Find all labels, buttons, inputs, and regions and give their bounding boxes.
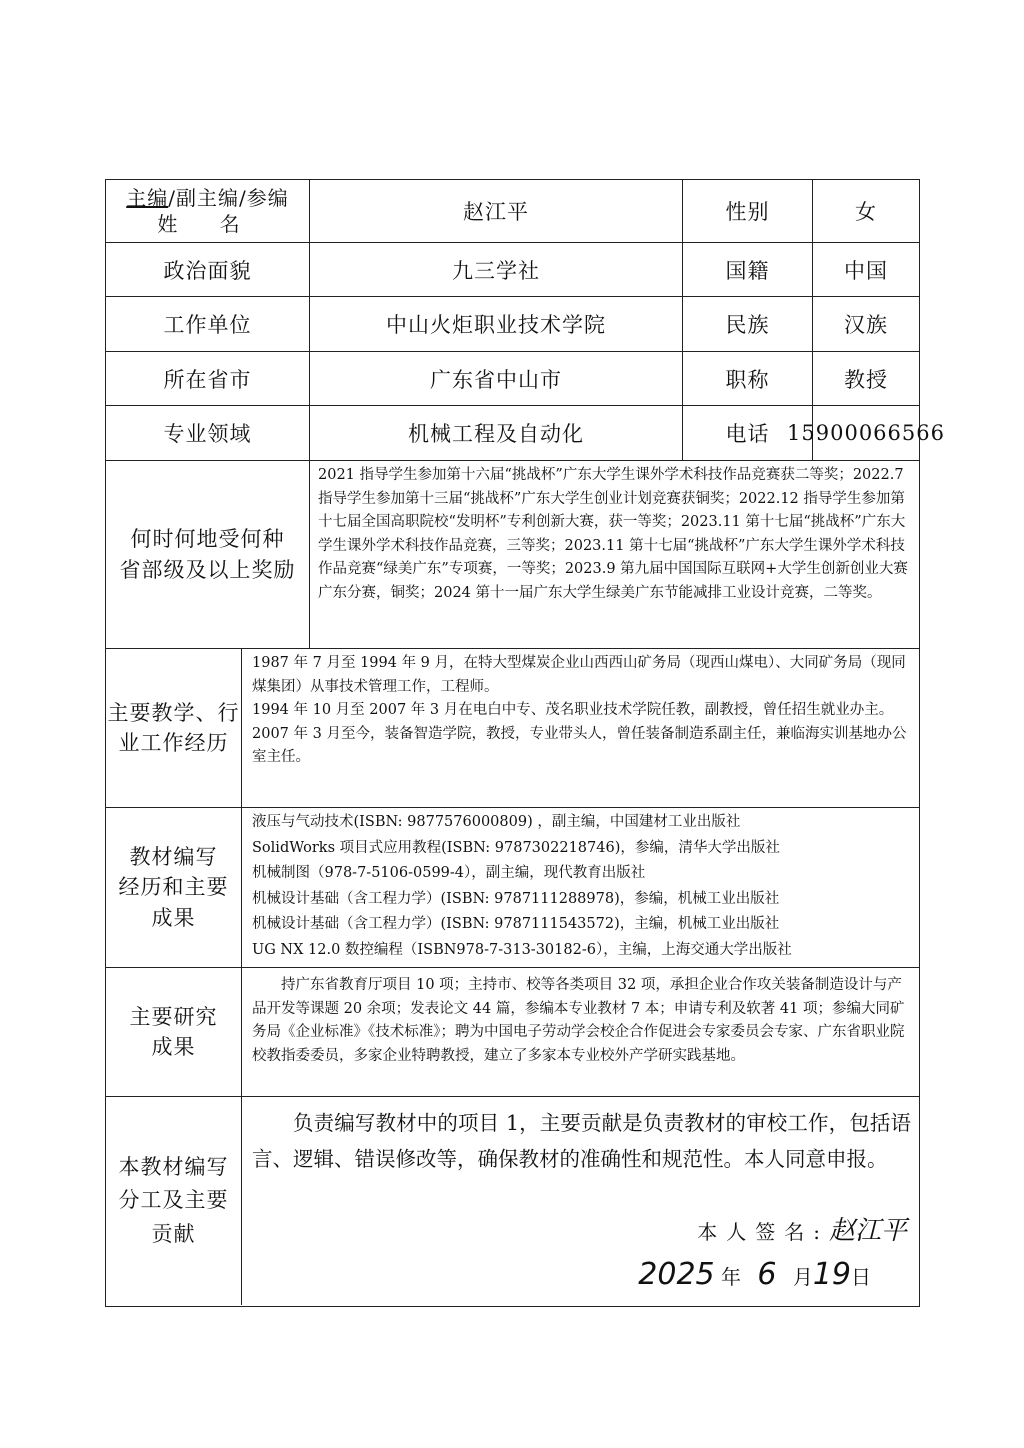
signature-name: 赵江平 — [828, 1216, 907, 1246]
signature-label: 本人签名: — [697, 1220, 829, 1244]
textbooks-list — [242, 808, 919, 967]
awards-label-line2: 省部级及以上奖励 — [119, 557, 296, 582]
contribution-label-line: 分工及主要 — [118, 1188, 229, 1213]
experience-list — [242, 649, 919, 807]
date-year-unit: 年 — [721, 1265, 741, 1289]
awards-label-cell — [106, 461, 310, 648]
phone-label: 电话 — [683, 406, 813, 460]
experience-item: 2007 年 3 月至今，装备智造学院，教授，专业带头人，曾任装备制造系副主任，兼临海实训基地办公室主任。 — [252, 725, 907, 765]
name-label-cell — [106, 180, 310, 242]
row-experience — [106, 649, 919, 808]
experience-item: 1987 年 7 月至 1994 年 9 月，在特大型煤炭企业山西西山矿务局（现西山煤电）、大同矿务局（现同煤集团）从事技术管理工作，工程师。 — [252, 655, 906, 695]
contribution-label-cell — [106, 1097, 242, 1305]
nationality-label: 国籍 — [683, 243, 813, 296]
textbook-item: 机械制图（978-7-5106-0599-4），副主编，现代教育出版社 — [252, 865, 646, 881]
title-value: 教授 — [844, 367, 888, 392]
date-year: 2025 — [638, 1257, 715, 1292]
research-label-cell — [106, 968, 242, 1096]
awards-text: 2021 指导学生参加第十六届“挑战杯”广东大学生课外学术科技作品竞赛获二等奖；2022.7 指导学生参加第十三届“挑战杯”广东大学生创业计划竞赛获铜奖；2022.12 指导学生参加第十七届全国高职院校“发明杯”专利创新大赛，获一等奖；2023.11 第十七届“挑战杯”广东大学生课外学术科技作品竞赛，三等奖；2023.11 第十七届“挑战杯”广东大学生课外学术科技作品竞赛“绿美广东”专项赛，一等奖；2023.9 第九届中国国际互联网+大学生创新创业大赛广东分赛，铜奖；2024 第十一届广东大学生绿美广东节能减排工业设计竞赛，二等奖。 — [318, 467, 908, 601]
title-label: 职称 — [683, 352, 813, 405]
textbook-item: 机械设计基础（含工程力学）(ISBN: 9787111543572)，主编，机械工业出版社 — [252, 916, 780, 932]
textbook-item: SolidWorks 项目式应用教程(ISBN: 9787302218746)，参编，清华大学出版社 — [252, 839, 780, 856]
location-label: 所在省市 — [106, 352, 310, 405]
location-value: 广东省中山市 — [310, 352, 683, 405]
field-label: 专业领域 — [106, 406, 310, 460]
gender-label: 性别 — [683, 180, 813, 242]
row-politics — [106, 243, 919, 297]
application-form-table — [105, 179, 945, 1307]
experience-label-cell — [106, 649, 242, 807]
employer-label: 工作单位 — [106, 297, 310, 351]
awards-label-line1: 何时何地受何种 — [130, 527, 285, 552]
contribution-cell — [242, 1097, 919, 1305]
research-text: 持广东省教育厅项目 10 项；主持市、校等各类项目 32 项，承担企业合作攻关装备制造设计与产品开发等课题 20 余项；发表论文 44 篇，参编本专业教材 7 本；申请专利及软著 41 项；参编大同矿务局《企业标准》《技术标准》；聘为中国电子劳动学会校企合作促进会专家委员会专家、广东省职业院校教指委委员，多家企业特聘教授，建立了多家本专业校外产学研实践基地。 — [252, 977, 905, 1064]
contribution-label-line: 本教材编写 — [118, 1154, 229, 1179]
name-value: 赵江平 — [310, 180, 683, 242]
contribution-label-line: 贡献 — [151, 1221, 196, 1246]
row-field — [106, 406, 945, 461]
politics-value: 九三学社 — [310, 243, 683, 296]
row-contribution — [106, 1097, 919, 1305]
nationality-value: 中国 — [844, 258, 888, 283]
research-label-line: 主要研究 — [129, 1004, 218, 1029]
date-line — [638, 1257, 871, 1295]
textbooks-label-line: 成果 — [151, 905, 196, 930]
textbooks-label-line: 经历和主要 — [118, 875, 229, 900]
textbooks-label-line: 教材编写 — [129, 844, 218, 869]
date-month: 6 — [757, 1257, 777, 1292]
contribution-text: 负责编写教材中的项目 1，主要贡献是负责教材的审校工作，包括语言、逻辑、错误修改等，确保教材的准确性和规范性。本人同意申报。 — [252, 1111, 911, 1171]
row-research — [106, 968, 919, 1097]
textbook-item: UG NX 12.0 数控编程（ISBN978-7-313-30182-6），主编，上海交通大学出版社 — [252, 941, 792, 958]
ethnicity-value: 汉族 — [844, 313, 888, 337]
row-name — [106, 180, 919, 243]
name-label-rest: /副主编/参编 — [168, 186, 289, 210]
experience-item: 1994 年 10 月至 2007 年 3 月在电白中专、茂名职业技术学院任教，副教授，曾任招生就业办主。 — [252, 702, 894, 718]
row-textbooks — [106, 808, 919, 968]
politics-label: 政治面貌 — [106, 243, 310, 296]
textbook-item: 液压与气动技术(ISBN: 9877576000809) ，副主编，中国建材工业出版社 — [252, 814, 741, 830]
row-employer — [106, 297, 919, 352]
textbook-item: 机械设计基础（含工程力学）(ISBN: 9787111288978)，参编，机械工业出版社 — [252, 890, 780, 907]
date-day: 19 — [812, 1257, 851, 1292]
phone-value: 15900066566 — [787, 421, 945, 445]
experience-label-line2: 业工作经历 — [118, 731, 229, 755]
employer-value: 中山火炬职业技术学院 — [310, 297, 683, 351]
field-value: 机械工程及自动化 — [310, 406, 683, 460]
date-month-unit: 月 — [792, 1265, 813, 1289]
row-location — [106, 352, 919, 406]
ethnicity-label: 民族 — [683, 297, 813, 351]
signature-line — [697, 1213, 907, 1250]
textbooks-label-cell — [106, 808, 242, 967]
row-awards — [106, 461, 919, 649]
experience-label-line1: 主要教学、行 — [107, 700, 240, 725]
name-label-line2: 姓 名 — [157, 212, 258, 236]
date-day-unit: 日 — [851, 1265, 871, 1289]
gender-value: 女 — [855, 200, 877, 224]
research-label-line: 成果 — [151, 1035, 196, 1059]
name-label-prefix: 主编 — [126, 186, 169, 210]
